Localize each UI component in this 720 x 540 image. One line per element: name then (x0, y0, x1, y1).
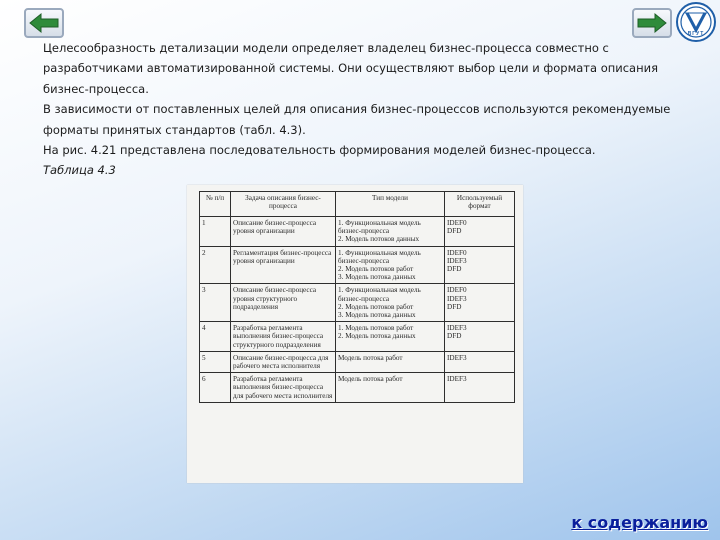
header-task: Задача описания бизнес-процесса (231, 192, 336, 217)
table-header-row (200, 192, 515, 217)
format-label: IDEF0 (447, 286, 467, 295)
format-label: DFD (447, 332, 462, 341)
format-label: DFD (447, 227, 462, 236)
row-formats (445, 284, 515, 322)
row-model-types (336, 373, 445, 403)
row-formats (445, 322, 515, 352)
table-row (200, 322, 515, 352)
row-number: 1 (200, 217, 231, 247)
paragraph-3: На рис. 4.21 представлена последовательность формирования моделей бизнес-процесса. (43, 143, 596, 158)
prev-slide-button[interactable] (24, 8, 64, 38)
format-label: IDEF0 (447, 248, 467, 257)
arrow-right-icon (636, 12, 668, 34)
model-type: 1. Модель потоков работ (338, 324, 414, 333)
model-type: 1. Функциональная модель бизнес-процесса (338, 248, 421, 265)
model-type: 2. Модель потоков данных (338, 235, 420, 244)
row-number: 4 (200, 322, 231, 352)
row-model-types (336, 322, 445, 352)
model-type: 3. Модель потока данных (338, 311, 416, 320)
paragraph-2: В зависимости от поставленных целей для описания бизнес-процессов используются рекомендуемые форматы принятых стандартов (табл. 4.3). (43, 102, 671, 137)
table-row (200, 351, 515, 372)
table-row (200, 217, 515, 247)
header-format: Используемый формат (445, 192, 515, 217)
row-model-types (336, 246, 445, 284)
row-formats (445, 217, 515, 247)
table-row (200, 246, 515, 284)
model-type: Модель потока работ (338, 353, 403, 362)
row-task: Разработка регламента выполнения бизнес-процесса для рабочего места исполнителя (231, 373, 336, 403)
header-num: № п/п (200, 192, 231, 217)
logo-text: ВГУТ (687, 31, 705, 37)
row-formats (445, 351, 515, 372)
format-label: IDEF3 (447, 375, 467, 384)
table-body (200, 217, 515, 403)
format-label: DFD (447, 302, 462, 311)
header-model-type: Тип модели (336, 192, 445, 217)
row-formats (445, 246, 515, 284)
row-task: Описание бизнес-процесса уровня организации (231, 217, 336, 247)
row-number: 5 (200, 351, 231, 372)
row-model-types (336, 284, 445, 322)
model-type: 2. Модель потоков работ (338, 302, 414, 311)
row-task: Описание бизнес-процесса для рабочего места исполнителя (231, 351, 336, 372)
format-label: DFD (447, 265, 462, 274)
table-image (187, 185, 523, 483)
arrow-left-icon (28, 12, 60, 34)
model-type: 3. Модель потока данных (338, 273, 416, 282)
row-model-types (336, 217, 445, 247)
row-task: Описание бизнес-процесса уровня структурного подразделения (231, 284, 336, 322)
format-label: IDEF3 (447, 256, 467, 265)
row-task: Разработка регламента выполнения бизнес-процесса структурного подразделения (231, 322, 336, 352)
university-logo (676, 2, 716, 42)
table-row (200, 284, 515, 322)
slide-content (43, 38, 683, 181)
next-slide-button[interactable] (632, 8, 672, 38)
format-label: IDEF3 (447, 353, 467, 362)
row-model-types (336, 351, 445, 372)
model-type: Модель потока работ (338, 375, 403, 384)
format-label: IDEF3 (447, 324, 467, 333)
table-row (200, 373, 515, 403)
model-type: 2. Модель потока данных (338, 332, 416, 341)
format-label: IDEF3 (447, 294, 467, 303)
model-type: 1. Функциональная модель бизнес-процесса (338, 286, 421, 303)
model-type: 1. Функциональная модель бизнес-процесса (338, 219, 421, 236)
row-formats (445, 373, 515, 403)
row-number: 3 (200, 284, 231, 322)
row-task: Регламентация бизнес-процесса уровня организации (231, 246, 336, 284)
toc-link[interactable]: к содержанию (571, 513, 708, 532)
table-caption: Таблица 4.3 (43, 163, 116, 178)
paragraph-1: Целесообразность детализации модели определяет владелец бизнес-процесса совместно с разработчиками автоматизированной системы. Они осуществляют выбор цели и формата описания бизнес-процесса. (43, 41, 658, 96)
model-type: 2. Модель потоков работ (338, 265, 414, 274)
row-number: 6 (200, 373, 231, 403)
row-number: 2 (200, 246, 231, 284)
standards-table (199, 191, 515, 403)
format-label: IDEF0 (447, 219, 467, 227)
